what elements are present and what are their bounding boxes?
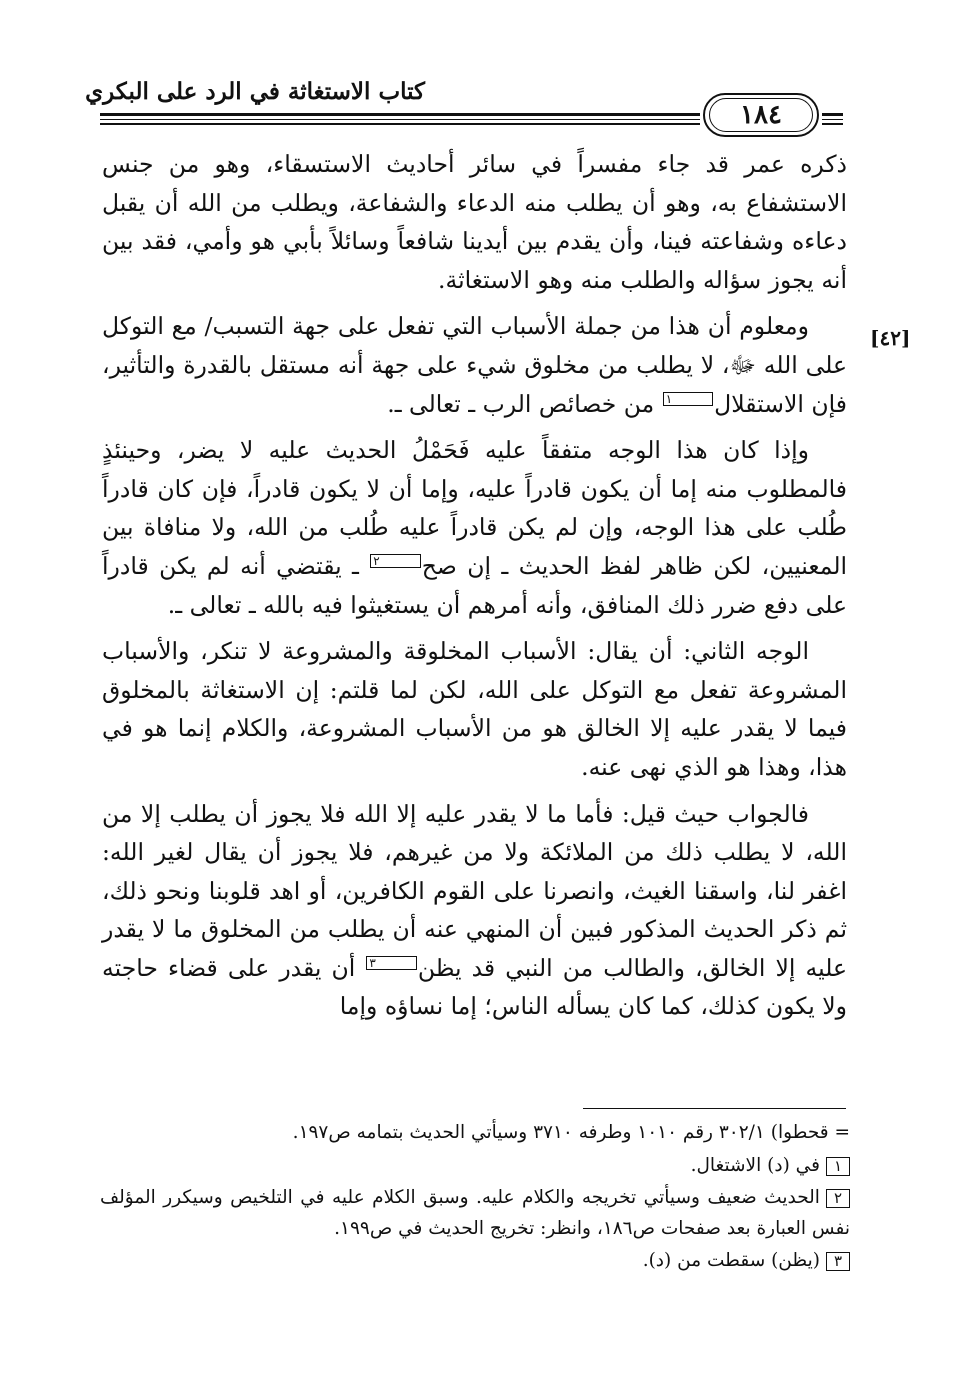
paragraph: ذكره عمر قد جاء مفسراً في سائر أحاديث الاستسقاء، وهو من جنس الاستشفاع به، وهو أن يطلب منه الدعاء والشفاعة، ويطلب من الله أن يقبل دعاءه وشفاعته فينا، وأن يقدم بين أيدينا شافعاً وسائلاً بأبي هو وأمي، فقد بين أنه يجوز سؤاله والطلب منه وهو الاستغاثة. [102,150,847,294]
footnote: ٢الحديث ضعيف وسيأتي تخريجه والكلام عليه. وسبق الكلام عليه في التلخيص وسيكرر المؤلف نفس العبارة بعد صفحات ص١٨٦، وانظر: تخريج الحديث في ص١٩٩. [100,1187,850,1239]
footnote-number: ٣ [826,1252,850,1271]
footnotes [100,1118,850,1279]
footnote: ٣(يظن) سقطت من (د). [100,1246,850,1277]
paragraph: وإذا كان هذا الوجه متفقاً عليه فَحَمْلُ الحديث عليه لا يضر، وحينئذٍ فالمطلوب منه إما أن يكون قادراً عليه، وإما أن لا يكون قادراً، فإن كان قادراً طُلب على هذا الوجه، وإن لم يكن قادراً عليه طُلب من الله، ولا منافاة بين المعنيين، لكن ظاهر لفظ الحديث ـ إن صح٢ ـ يقتضي أنه لم يكن قادراً على دفع ضرر ذلك المنافق، وأنه أمرهم أن يستغيثوا فيه بالله ـ تعالى ـ. [102,436,848,619]
footnote-number: ٢ [826,1189,850,1208]
paragraph: فالجواب حيث قيل: فأما ما لا يقدر عليه إلا الله فلا يجوز أن يطلب إلا من الله، لا يطلب ذلك من الملائكة ولا من غيرهم، فلا يجوز أن يقال لغير الله: اغفر لنا، واسقنا الغيث، وانصرنا على القوم الكافرين، أو اهد قلوبنا ونحو ذلك، ثم ذكر الحديث المذكور فبين أن المنهي عنه أن يطلب من المخلوق ما لا يقدر عليه إلا الخالق، والطالب من النبي قد يظن٣ أن يقدر على قضاء حاجته ولا يكون كذلك، كما كان يسأله الناس؛ إما نساؤه وإما [102,799,847,1021]
footnote-separator [583,1108,846,1109]
footnote-ref[interactable]: ١ [663,392,713,406]
footnote-ref[interactable]: ٣ [366,956,416,970]
paragraph: ومعلوم أن هذا من جملة الأسباب التي تفعل على جهة التسبب/ مع التوكل على الله ﷻ، لا يطلب من مخلوق شيء على جهة أنه مستقل بالقدرة والتأثير، فإن الاستقلال١ من خصائص الرب ـ تعالى ـ. [102,312,847,418]
running-header-title: كتاب الاستغاثة في الرد على البكري [85,78,425,105]
footnote-number: ١ [826,1157,850,1176]
footnote: ١في (د) الاشتغال. [100,1151,850,1182]
page-number: ١٨٤ [709,98,813,132]
footnote-continuation: = قحطوا) ٣٠٢/١ رقم ١٠١٠ وطرفه ٣٧١٠ وسيأتي الحديث بتمامه ص١٩٧. [292,1122,850,1143]
paragraph: الوجه الثاني: أن يقال: الأسباب المخلوقة والمشروعة لا تنكر، والأسباب المشروعة تفعل مع التوكل على الله، لكن لما قلتم: إن الاستغاثة بالمخلوق فيما لا يقدر عليه إلا الخالق هو من الأسباب المشروعة، والكلام إنما هو في هذا، وهذا هو الذي نهى عنه. [102,637,847,781]
page-number-badge [700,92,822,138]
margin-folio-marker: [٤٢] [870,326,911,350]
main-text [102,145,847,1034]
footnote-ref[interactable]: ٢ [370,554,420,568]
